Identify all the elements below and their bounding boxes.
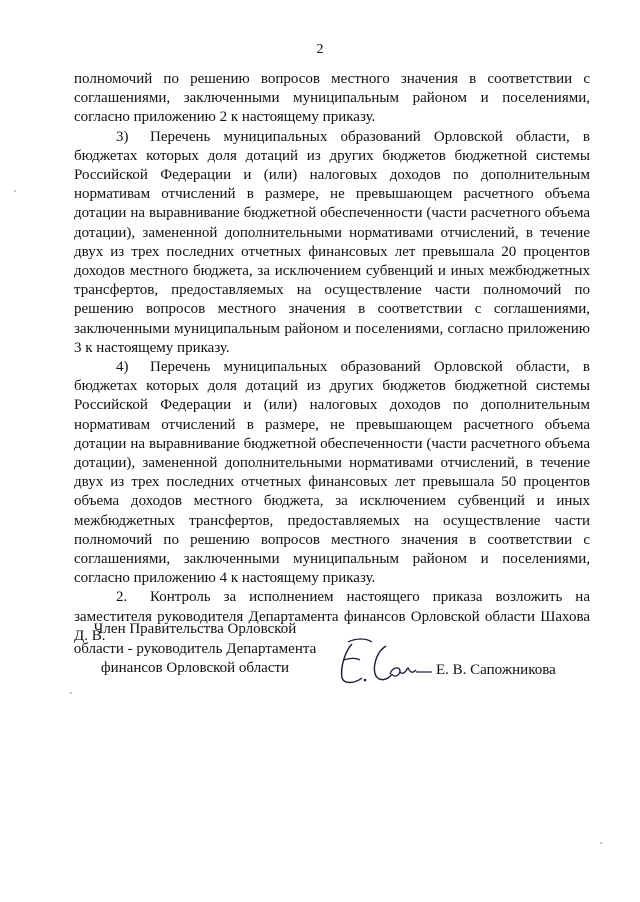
paragraph-continuation [74,70,590,128]
item-number: 2. [116,589,128,606]
paragraph-text: полномочий по решению вопросов местного значения в соответствии с соглашениями, заключенными муниципальным районом и поселениями, согласно приложению 2 к настоящему приказу. [74,71,590,126]
page-number: 2 [316,42,324,57]
signatory-title-line: Член Правительства Орловской [93,621,297,637]
scan-speck [70,692,72,694]
handwritten-signature [332,632,436,692]
scan-speck [14,190,16,192]
signatory-title-line: области - руководитель Департамента [73,640,317,657]
scan-speck [600,842,602,844]
paragraph-item-4 [74,358,590,588]
item-number: 3) [116,128,129,145]
signature-block [60,620,620,700]
signatory-title-line: финансов Орловской области [100,660,290,676]
signatory-title [60,620,330,679]
paragraph-text: Контроль за исполнением настоящего приказа возложить на заместителя руководителя Департамента финансов Орловской области Шахова Д. В. [74,589,590,644]
document-body [74,70,590,646]
signatory-name: Е. В. Сапожникова [436,662,556,678]
item-number: 4) [116,359,129,376]
paragraph-item-3 [74,128,590,358]
paragraph-text: Перечень муниципальных образований Орловской области, в бюджетах которых доля дотаций из других бюджетов бюджетной системы Российской Федерации и (или) налоговых доходов по дополнительным нормативам отчислений в размере, не превышающем расчетного объема дотации на выравнивание бюджетной обеспеченности (части расчетного объема дотации), замененной дополнительными нормативами отчислений, в течение двух из трех последних отчетных финансовых лет превышала 20 процентов доходов местного бюджета, за исключением субвенций и иных межбюджетных трансфертов, предоставляемых на осуществление части полномочий по решению вопросов местного значения в соответствии с соглашениями, заключенными муниципальным районом и поселениями, согласно приложению 3 к настоящему приказу. [74,128,590,356]
paragraph-text: Перечень муниципальных образований Орловской области, в бюджетах которых доля дотаций из других бюджетов бюджетной системы Российской Федерации и (или) налоговых доходов по дополнительным нормативам отчислений в размере, не превышающем расчетного объема дотации на выравнивание бюджетной обеспеченности (части расчетного объема дотации), замененной дополнительными нормативами отчислений, в течение двух из трех последних отчетных финансовых лет превышала 50 процентов объема доходов местного бюджета, за исключением субвенций и иных межбюджетных трансфертов, предоставляемых на осуществление части полномочий по решению вопросов местного значения в соответствии с соглашениями, заключенными муниципальным районом и поселениями, согласно приложению 4 к настоящему приказу. [74,359,590,587]
